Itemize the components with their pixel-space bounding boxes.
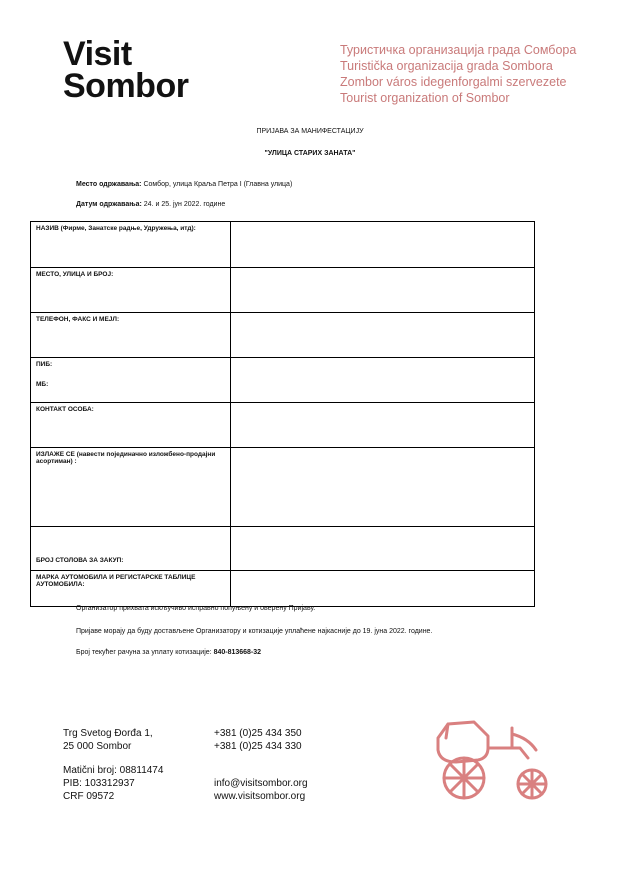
table-row	[31, 571, 535, 607]
application-form-table	[30, 221, 535, 607]
carriage-icon	[428, 716, 578, 806]
logo-line-visit: Visit	[63, 35, 132, 73]
crf-number: CRF 09572	[63, 791, 115, 802]
mb-label: МБ:	[36, 381, 49, 388]
event-place-label: Место одржавања:	[76, 181, 142, 188]
address-line-2: 25 000 Sombor	[63, 741, 132, 752]
tables-count-label: БРОЈ СТОЛОВА ЗА ЗАКУП:	[31, 527, 231, 571]
footer-phones	[214, 727, 302, 753]
table-row	[31, 403, 535, 448]
org-name-serbian-cyrillic: Туристичка организација града Сомбора	[340, 43, 577, 57]
name-field[interactable]	[231, 222, 535, 268]
document-title: ПРИЈАВА ЗА МАНИФЕСТАЦИЈУ	[256, 128, 364, 135]
contact-person-field[interactable]	[231, 403, 535, 448]
event-date-label: Датум одржавања:	[76, 201, 142, 208]
table-row	[31, 358, 535, 403]
pib-label: ПИБ:	[36, 361, 53, 368]
visit-sombor-logo	[63, 35, 189, 105]
org-name-serbian-latin: Turistička organizacija grada Sombora	[340, 59, 553, 73]
footer-registration	[63, 764, 163, 803]
website-link[interactable]: www.visitsombor.org	[214, 791, 306, 802]
organization-names	[340, 42, 576, 106]
account-label: Број текућег рачуна за уплату котизације:	[76, 649, 214, 656]
event-place	[76, 181, 292, 188]
pib-mb-labels	[31, 358, 231, 403]
email-link[interactable]: info@visitsombor.org	[214, 778, 308, 789]
address-line-1: Trg Svetog Đorđa 1,	[63, 728, 153, 739]
exhibits-field[interactable]	[231, 448, 535, 527]
tables-count-field[interactable]	[231, 527, 535, 571]
event-date-value: 24. и 25. јун 2022. године	[141, 201, 226, 208]
tax-id: PIB: 103312937	[63, 778, 135, 789]
table-row	[31, 448, 535, 527]
org-name-hungarian: Zombor város idegenforgalmi szervezete	[340, 75, 567, 89]
event-place-value: Сомбор, улица Краља Петра I (Главна улица)	[141, 181, 293, 188]
event-date	[76, 201, 225, 208]
note-deadline: Пријаве морају да буду достављене Организатору и котизације уплаћене најкасније до 19. јуна 2022. године.	[76, 628, 433, 635]
logo-line-sombor: Sombor	[63, 67, 189, 105]
pib-mb-field[interactable]	[231, 358, 535, 403]
footer-contacts	[214, 777, 308, 803]
phone-1: +381 (0)25 434 350	[214, 728, 302, 739]
table-row	[31, 527, 535, 571]
note-valid-application: Организатор прихвата искључиво исправно попуњену и оверену Пријаву.	[76, 605, 316, 612]
registration-number: Matični broj: 08811474	[63, 765, 164, 776]
address-field[interactable]	[231, 268, 535, 313]
table-row	[31, 268, 535, 313]
contact-info-label: ТЕЛЕФОН, ФАКС И МЕЈЛ:	[31, 313, 231, 358]
contact-info-field[interactable]	[231, 313, 535, 358]
exhibits-label: ИЗЛАЖЕ СЕ (навести појединачно изложбено-продајни асортиман) :	[31, 448, 231, 527]
footer-address	[63, 727, 153, 753]
phone-2: +381 (0)25 434 330	[214, 741, 302, 752]
name-label: НАЗИВ (Фирме, Занатске радње, Удружења, итд):	[31, 222, 231, 268]
contact-person-label: КОНТАКТ ОСОБА:	[31, 403, 231, 448]
table-row	[31, 222, 535, 268]
car-field[interactable]	[231, 571, 535, 607]
table-row	[31, 313, 535, 358]
car-label: МАРКА АУТОМОБИЛА И РЕГИСТАРСКЕ ТАБЛИЦЕ АУТОМОБИЛА:	[31, 571, 231, 607]
document-subtitle: "УЛИЦА СТАРИХ ЗАНАТА"	[264, 150, 356, 157]
account-number: 840-813668-32	[213, 649, 262, 656]
org-name-english: Tourist organization of Sombor	[340, 91, 510, 105]
note-bank-account	[76, 649, 261, 656]
address-label: МЕСТО, УЛИЦА И БРОЈ:	[31, 268, 231, 313]
